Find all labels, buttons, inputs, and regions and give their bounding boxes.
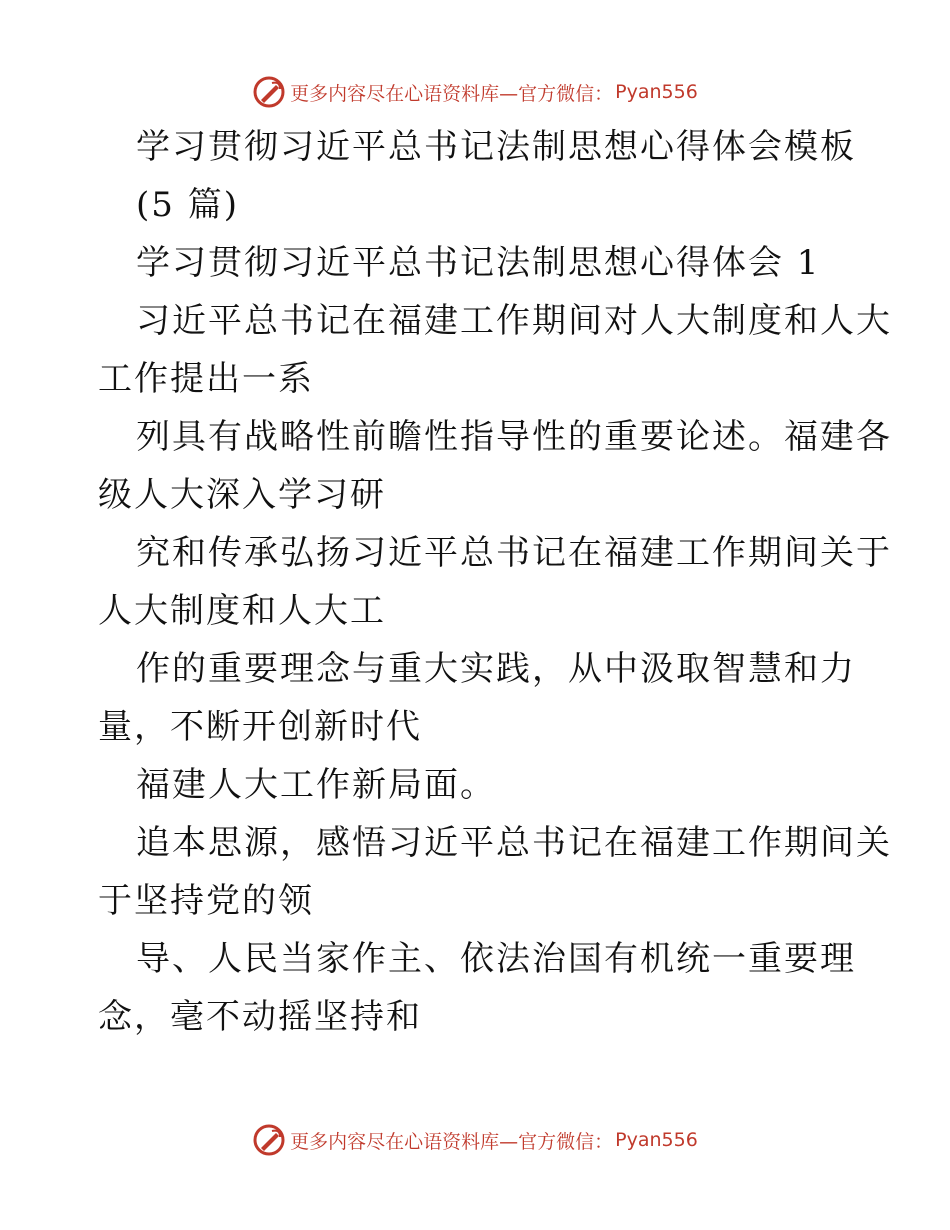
text-line: (5 篇) bbox=[136, 185, 239, 225]
text-line: 级人大深入学习研 bbox=[98, 475, 386, 515]
document-body bbox=[98, 118, 892, 1046]
text-line: 列具有战略性前瞻性指导性的重要论述。福建各 bbox=[136, 417, 892, 457]
text-line: 习近平总书记在福建工作期间对人大制度和人大 bbox=[136, 301, 892, 341]
feather-pen-seal-icon bbox=[252, 1123, 286, 1157]
watermark-text: 更多内容尽在心语资料库—官方微信： bbox=[290, 82, 614, 105]
text-line: 工作提出一系 bbox=[98, 359, 314, 399]
text-line: 学习贯彻习近平总书记法制思想心得体会 1 bbox=[136, 243, 821, 283]
text-line: 作的重要理念与重大实践，从中汲取智慧和力 bbox=[136, 649, 856, 689]
text-line: 追本思源，感悟习近平总书记在福建工作期间关 bbox=[136, 823, 892, 863]
text-line: 量，不断开创新时代 bbox=[98, 707, 422, 747]
feather-pen-seal-icon bbox=[252, 75, 286, 109]
header-watermark bbox=[0, 72, 950, 112]
text-line: 人大制度和人大工 bbox=[98, 591, 386, 631]
footer-watermark bbox=[0, 1120, 950, 1160]
text-line: 福建人大工作新局面。 bbox=[136, 765, 496, 805]
text-line: 学习贯彻习近平总书记法制思想心得体会模板 bbox=[136, 127, 856, 167]
watermark-wechat-id: Pyan556 bbox=[615, 81, 698, 103]
watermark-wechat-id: Pyan556 bbox=[615, 1129, 698, 1151]
text-line: 于坚持党的领 bbox=[98, 881, 314, 921]
text-line: 念，毫不动摇坚持和 bbox=[98, 997, 422, 1037]
text-line: 究和传承弘扬习近平总书记在福建工作期间关于 bbox=[136, 533, 892, 573]
watermark-text: 更多内容尽在心语资料库—官方微信： bbox=[290, 1130, 614, 1153]
text-line: 导、人民当家作主、依法治国有机统一重要理 bbox=[136, 939, 856, 979]
